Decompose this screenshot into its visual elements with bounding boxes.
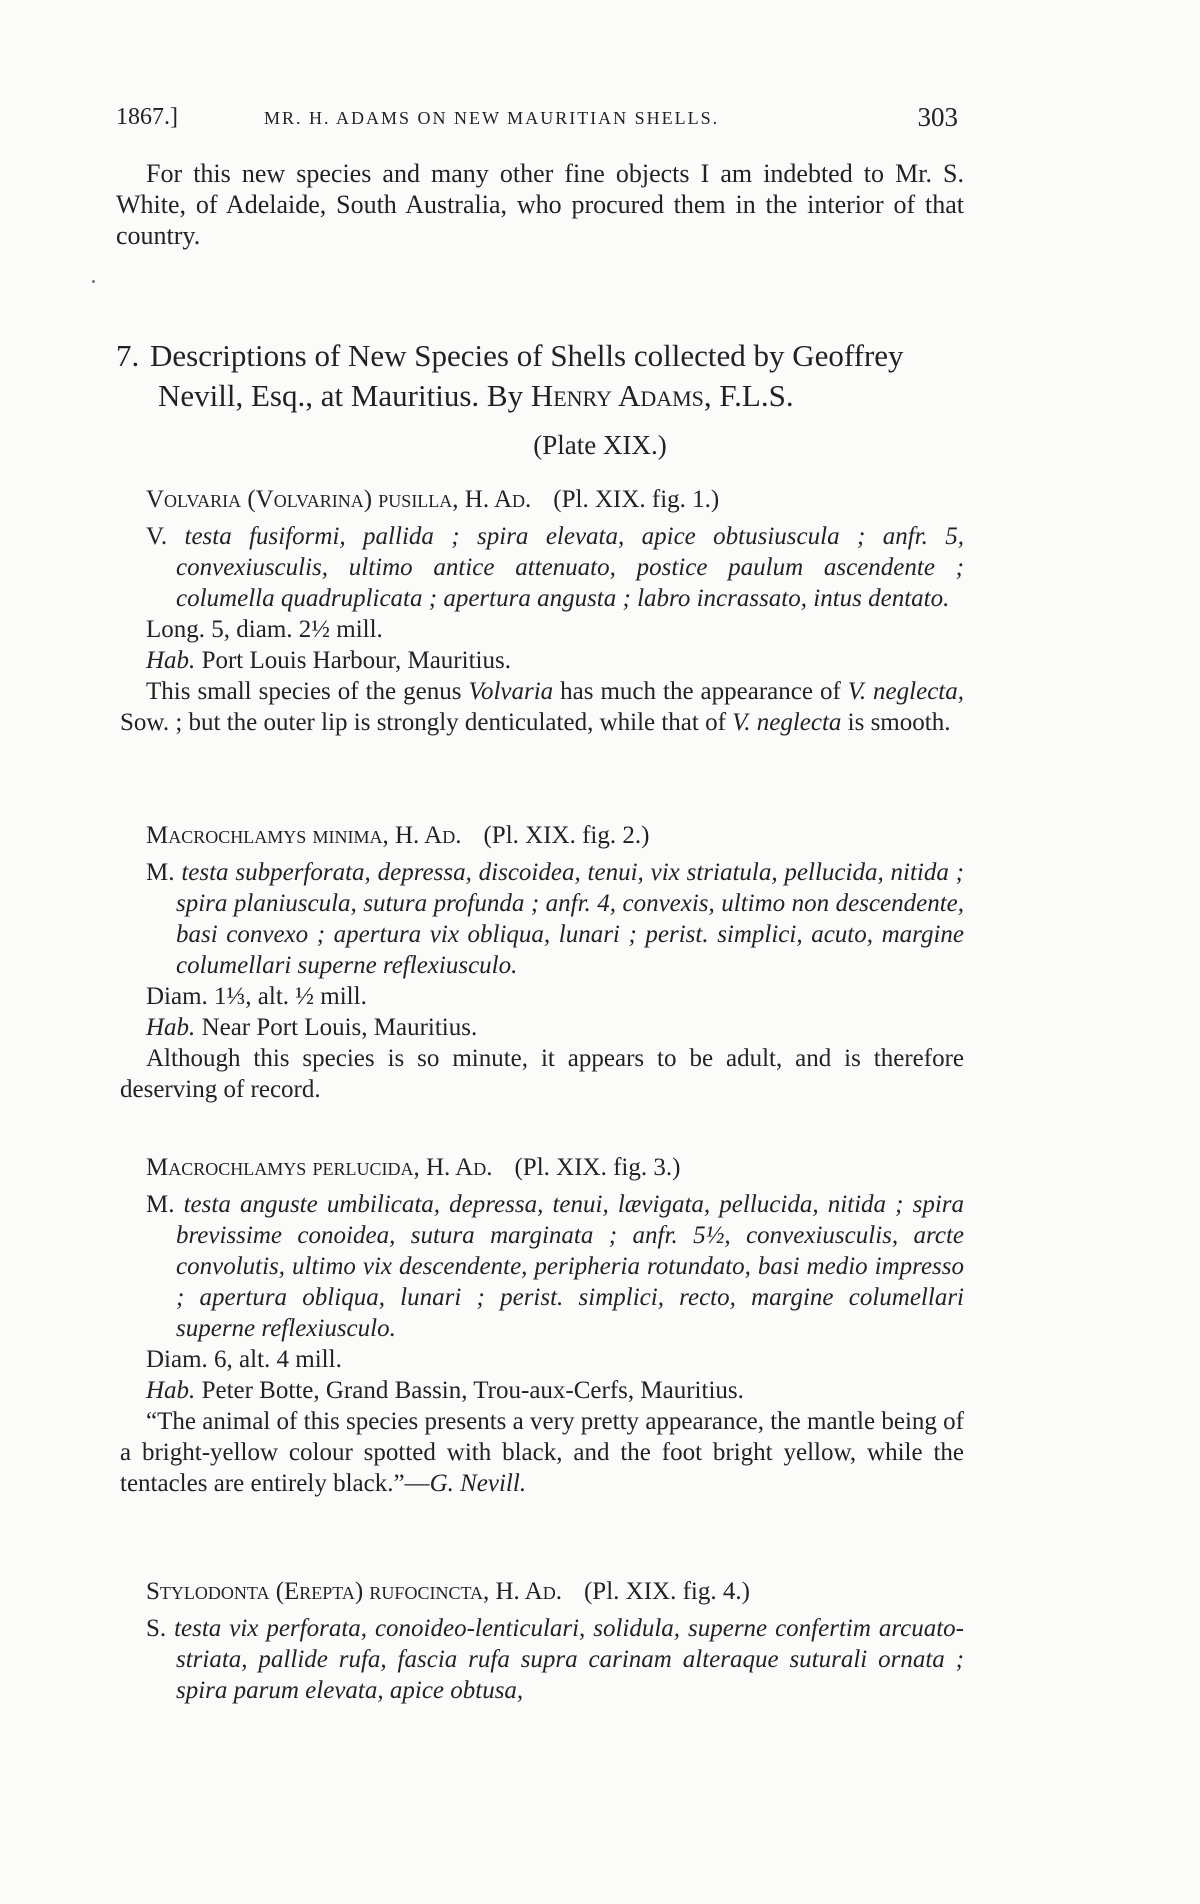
measurements: Long. 5, diam. 2½ mill. — [146, 616, 383, 643]
intro-paragraph: For this new species and many other fine objects I am indebted to Mr. S. White, of Adelaide, South Australia, who procured them in the interior of that country. — [116, 159, 964, 250]
habitat-text: Peter Botte, Grand Bassin, Trou-aux-Cerfs, Mauritius. — [201, 1377, 744, 1404]
title-line-1: Descriptions of New Species of Shells collected by Geoffrey — [150, 338, 904, 373]
species-entry — [120, 820, 965, 1105]
species-heading — [146, 1576, 964, 1607]
habitat-text: Port Louis Harbour, Mauritius. — [201, 647, 511, 674]
species-note: Although this species is so minute, it appears to be adult, and is therefore deserving of record. — [120, 1045, 964, 1103]
habitat-label: Hab. — [146, 1377, 196, 1404]
measurements: Diam. 1⅓, alt. ½ mill. — [146, 983, 367, 1010]
habitat — [146, 645, 964, 676]
species-note: This small species of the genus Volvaria has much the appearance of V. neglecta, Sow. ; but the outer lip is strongly denticulated, while that of V. neglecta is smooth. — [120, 678, 964, 736]
description-text: testa anguste umbilicata, depressa, tenui, lævigata, pellucida, nitida ; spira brevissime conoidea, sutura marginata ; anfr. 5½, convexiusculis, arcte convolutis, ultimo vix descendente, peripheria rotundato, basi medio impresso ; apertura obliqua, lunari ; perist. simplici, recto, margine columellari superne reflexiusculo. — [176, 1191, 964, 1342]
description-text: testa subperforata, depressa, discoidea, tenui, vix striatula, pellucida, nitida ; spira planiuscula, sutura profunda ; anfr. 4, convexis, ultimo non descendente, basi convexo ; apertura vix obliqua, lunari ; perist. simplici, acuto, margine columellari superne reflexiusculo. — [176, 859, 965, 979]
habitat — [146, 1012, 964, 1043]
measurements: Diam. 6, alt. 4 mill. — [146, 1346, 342, 1373]
figure-reference: (Pl. XIX. fig. 3.) — [514, 1154, 681, 1181]
description-text: testa fusiformi, pallida ; spira elevata, apice obtusiuscula ; anfr. 5, convexiusculis, ultimo antice attenuato, postice paulum ascendente ; columella quadruplicata ; apertura angusta ; labro incrassato, intus dentato. — [176, 523, 964, 612]
title-line-2a: Nevill, Esq., at Mauritius. By — [158, 378, 531, 413]
header-year: 1867.] — [116, 104, 178, 130]
running-title: MR. H. ADAMS ON NEW MAURITIAN SHELLS. — [264, 108, 720, 128]
latin-description — [146, 521, 964, 614]
species-name: Macrochlamys perlucida, H. Ad. — [146, 1154, 493, 1181]
species-name: Stylodonta (Erepta) rufocincta, H. Ad. — [146, 1578, 562, 1605]
latin-description — [146, 857, 964, 981]
species-note: “The animal of this species presents a very pretty appearance, the mantle being of a bright-yellow colour spotted with black, and the foot bright yellow, while the tentacles are entirely black.”—G. Nevill. — [120, 1408, 964, 1497]
species-entry — [120, 484, 964, 738]
species-name: Macrochlamys minima, H. Ad. — [146, 822, 462, 849]
paper-title — [116, 336, 966, 416]
habitat — [146, 1375, 964, 1406]
figure-reference: (Pl. XIX. fig. 2.) — [483, 822, 650, 849]
description-text: testa vix perforata, conoideo-lenticulari, solidula, superne confertim arcuato-striata, pallide rufa, fascia rufa supra carinam alteraque suturali ornata ; spira parum elevata, apice obtusa, — [174, 1615, 964, 1704]
latin-description — [146, 1189, 964, 1344]
author-name: Henry Adams — [530, 378, 704, 413]
species-entry — [146, 1576, 964, 1706]
habitat-text: Near Port Louis, Mauritius. — [201, 1014, 478, 1041]
species-name: Volvaria (Volvarina) pusilla, H. Ad. — [146, 486, 532, 513]
species-heading — [146, 484, 964, 515]
figure-reference: (Pl. XIX. fig. 1.) — [553, 486, 720, 513]
species-heading — [146, 820, 964, 851]
paper-number: 7. — [116, 338, 140, 373]
latin-description — [146, 1613, 964, 1706]
plate-reference: (Plate XIX.) — [533, 430, 667, 460]
title-line-2b: , F.L.S. — [703, 378, 794, 413]
genus-initial: S. — [146, 1615, 167, 1642]
page-number: 303 — [917, 102, 958, 132]
page-speck — [92, 280, 95, 283]
habitat-label: Hab. — [146, 1014, 196, 1041]
genus-initial: M. — [146, 1191, 175, 1218]
running-header — [116, 104, 958, 144]
genus-initial: M. — [146, 859, 175, 886]
habitat-label: Hab. — [146, 647, 196, 674]
species-entry — [120, 1152, 964, 1499]
species-heading — [146, 1152, 964, 1183]
figure-reference: (Pl. XIX. fig. 4.) — [583, 1578, 750, 1605]
genus-initial: V. — [146, 523, 168, 550]
intro-paragraph-block — [116, 158, 964, 251]
